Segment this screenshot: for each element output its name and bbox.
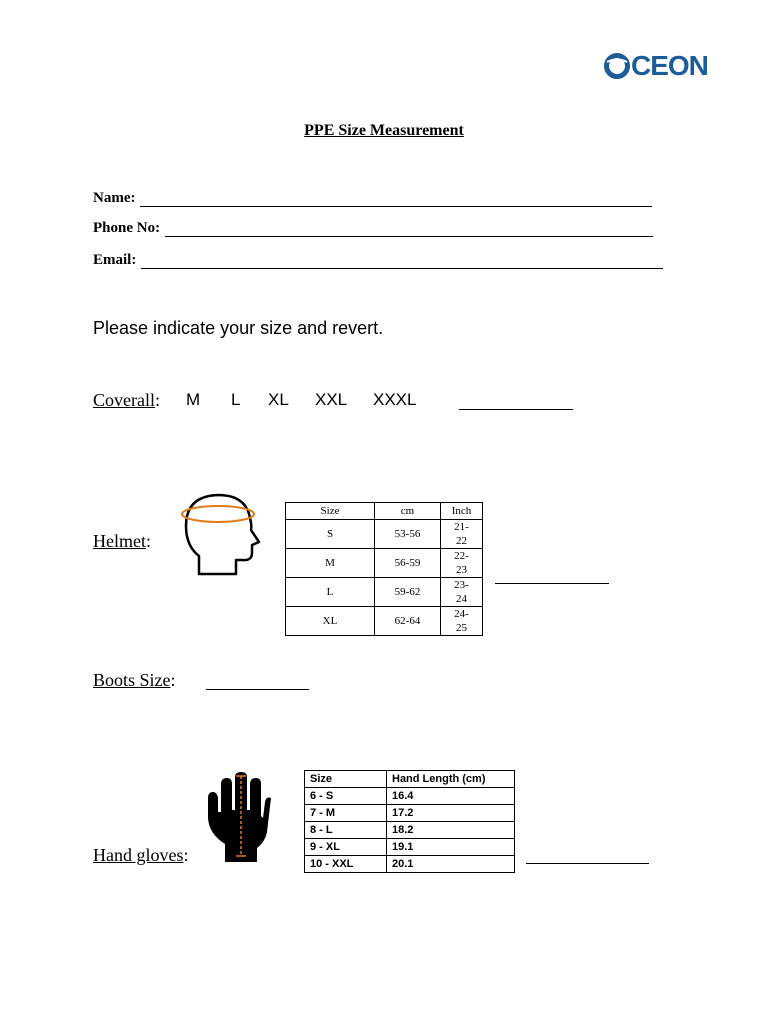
- cell-cm: 56-59: [375, 549, 441, 578]
- helmet-label: [93, 531, 151, 552]
- header-size: Size: [286, 503, 375, 520]
- coverall-answer-line[interactable]: [459, 408, 573, 410]
- boots-label-text: Boots Size: [93, 670, 171, 690]
- table-row: [286, 549, 483, 578]
- helmet-size-table: [285, 502, 483, 636]
- gloves-answer-line[interactable]: [526, 862, 649, 864]
- header-hand-length: Hand Length (cm): [387, 771, 515, 788]
- gloves-colon: :: [183, 845, 189, 865]
- header-inch: Inch: [441, 503, 483, 520]
- cell-cm: 53-56: [375, 520, 441, 549]
- logo-text: CEON: [631, 50, 708, 81]
- coverall-label-text: Coverall: [93, 390, 155, 410]
- name-label: Name:: [93, 190, 136, 206]
- cell-length: 20.1: [387, 856, 515, 873]
- coverall-size-m[interactable]: M: [186, 390, 201, 409]
- cell-size: S: [286, 520, 375, 549]
- oceon-logo: [604, 50, 708, 82]
- coverall-size-xl[interactable]: XL: [268, 390, 289, 409]
- boots-label: [93, 670, 176, 691]
- header-cm: cm: [375, 503, 441, 520]
- table-row: [286, 578, 483, 607]
- gloves-label-text: Hand gloves: [93, 845, 184, 865]
- cell-inch: 22- 23: [441, 549, 483, 578]
- table-header-row: [286, 503, 483, 520]
- phone-line[interactable]: [165, 222, 653, 237]
- phone-field[interactable]: [93, 220, 653, 237]
- name-line[interactable]: [140, 192, 652, 207]
- cell-length: 19.1: [387, 839, 515, 856]
- coverall-size-xxxl[interactable]: XXXL: [373, 390, 417, 409]
- name-field[interactable]: [93, 190, 652, 207]
- table-row: [305, 788, 515, 805]
- phone-label: Phone No:: [93, 220, 161, 236]
- page-title: PPE Size Measurement: [304, 122, 464, 139]
- helmet-label-text: Helmet: [93, 531, 146, 551]
- cell-size: 10 - XXL: [305, 856, 387, 873]
- table-row: [305, 856, 515, 873]
- hand-measure-icon: [205, 772, 271, 869]
- table-row: [286, 607, 483, 636]
- table-row: [305, 805, 515, 822]
- cell-inch: 21- 22: [441, 520, 483, 549]
- logo-o-icon: [604, 53, 630, 79]
- header-size: Size: [305, 771, 387, 788]
- cell-size: M: [286, 549, 375, 578]
- cell-inch: 23- 24: [441, 578, 483, 607]
- instruction-text: Please indicate your size and revert.: [93, 318, 384, 338]
- cell-cm: 62-64: [375, 607, 441, 636]
- cell-length: 18.2: [387, 822, 515, 839]
- cell-size: 9 - XL: [305, 839, 387, 856]
- table-header-row: [305, 771, 515, 788]
- cell-size: 8 - L: [305, 822, 387, 839]
- table-row: [286, 520, 483, 549]
- cell-size: XL: [286, 607, 375, 636]
- cell-size: 7 - M: [305, 805, 387, 822]
- coverall-label: [93, 390, 160, 411]
- cell-length: 16.4: [387, 788, 515, 805]
- gloves-label: [93, 845, 189, 866]
- cell-size: L: [286, 578, 375, 607]
- helmet-answer-line[interactable]: [495, 582, 609, 584]
- cell-cm: 59-62: [375, 578, 441, 607]
- email-field[interactable]: [93, 252, 663, 269]
- cell-inch: 24- 25: [441, 607, 483, 636]
- head-profile-icon: [178, 490, 264, 585]
- coverall-size-xxl[interactable]: XXL: [315, 390, 348, 409]
- boots-colon: :: [170, 670, 176, 690]
- email-line[interactable]: [141, 254, 663, 269]
- table-row: [305, 822, 515, 839]
- cell-size: 6 - S: [305, 788, 387, 805]
- coverall-colon: :: [154, 390, 160, 410]
- gloves-size-table: [304, 770, 515, 873]
- coverall-size-l[interactable]: L: [231, 390, 241, 409]
- cell-length: 17.2: [387, 805, 515, 822]
- boots-answer-line[interactable]: [206, 688, 309, 690]
- table-row: [305, 839, 515, 856]
- email-label: Email:: [93, 252, 137, 268]
- helmet-colon: :: [145, 531, 151, 551]
